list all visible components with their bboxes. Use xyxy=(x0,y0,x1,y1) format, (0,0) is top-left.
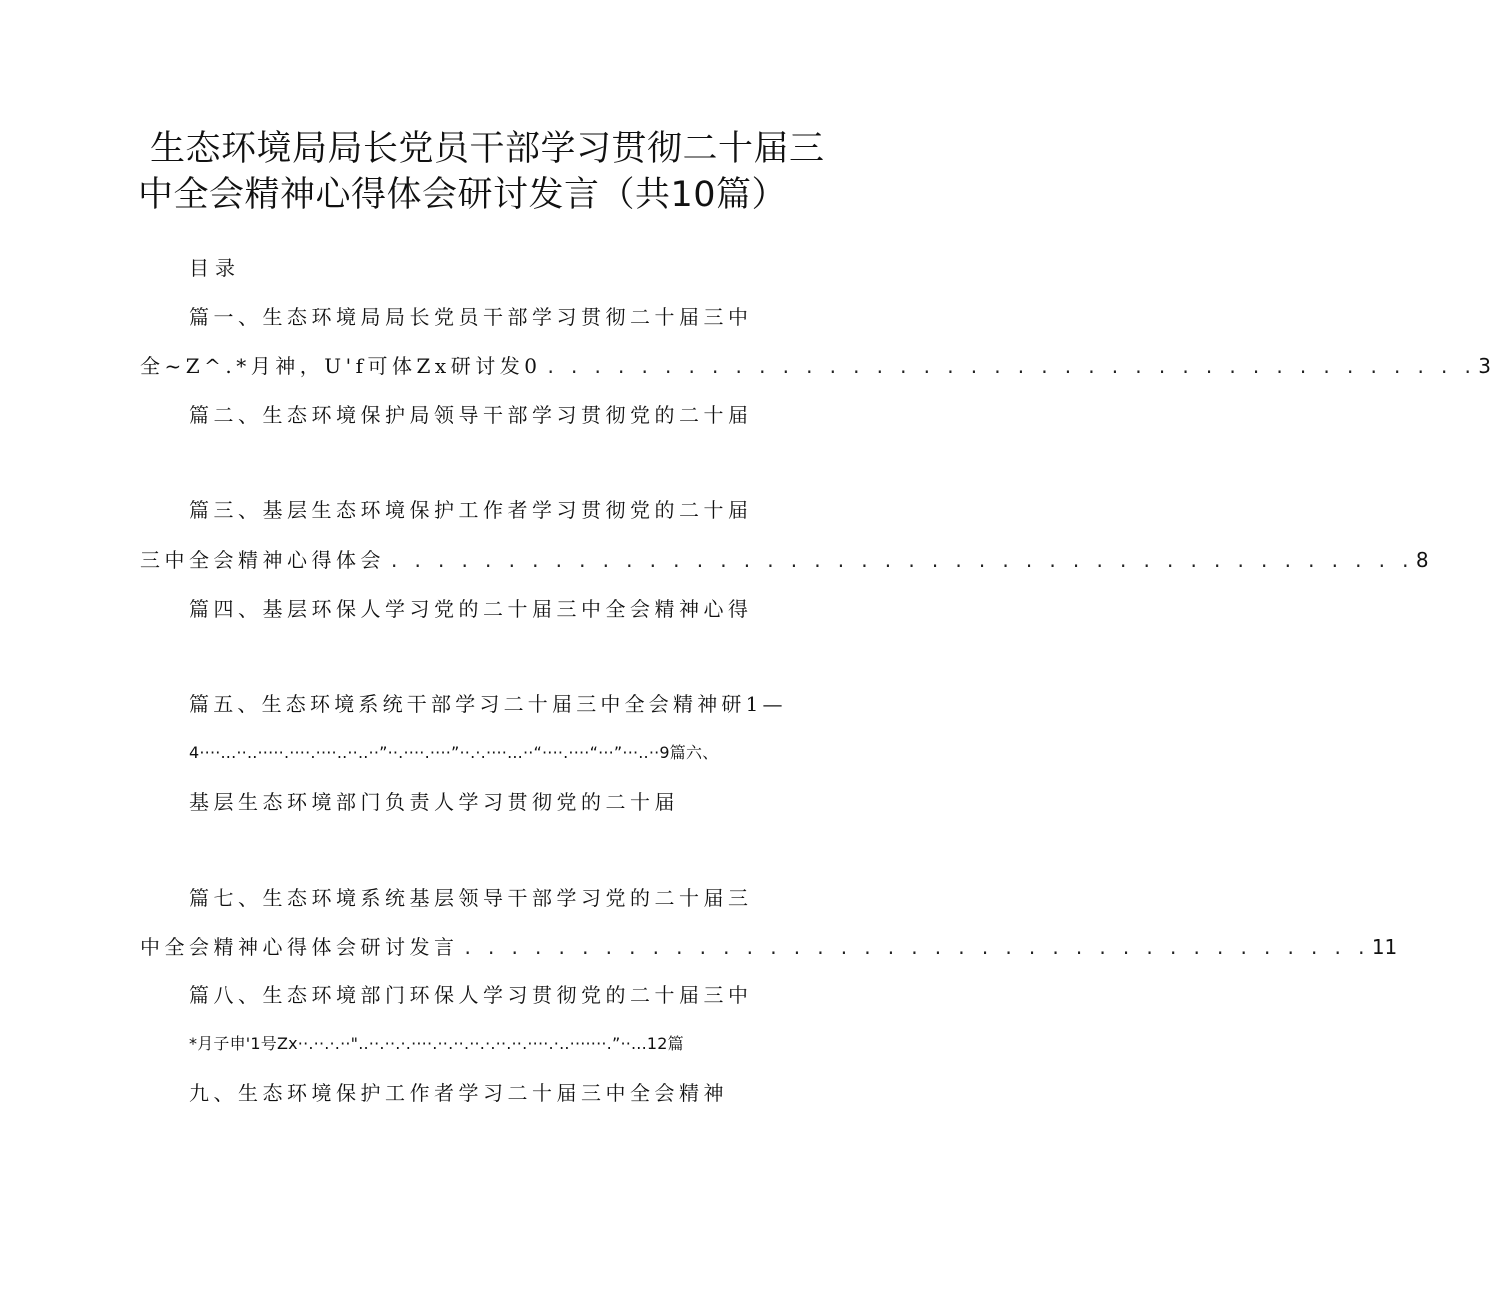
toc-entry-8-line-1: 篇八、生态环境部门环保人学习贯彻党的二十届三中 xyxy=(189,983,753,1007)
document-title xyxy=(138,126,825,218)
toc-entry-1-page: 3 xyxy=(1478,354,1491,378)
toc-entry-5-line-1: 篇五、生态环境系统干部学习二十届三中全会精神研1— xyxy=(189,692,787,716)
toc-entry-1-leader-dots: . . . . . . . . . . . . . . . . . . . . . . . . . . . . . . . . . . . . . . . . xyxy=(547,354,1477,378)
toc-entry-3-page: 8 xyxy=(1415,548,1429,572)
toc-entry-3-line-2[interactable] xyxy=(140,548,1429,572)
toc-entry-7-page: 11 xyxy=(1371,935,1398,959)
toc-entry-7-line-1: 篇七、生态环境系统基层领导干部学习党的二十届三 xyxy=(189,886,753,910)
toc-entry-3-line-1: 篇三、基层生态环境保护工作者学习贯彻党的二十届 xyxy=(189,498,753,522)
toc-entry-8-line-2[interactable]: *月子申'1号Zx··.··.·.··"..··.··.·.····.··.··.··.·.··.··.····.·..·······.”··...12篇 xyxy=(189,1034,684,1053)
toc-entry-7-title-tail: 中全会精神心得体会研讨发言 xyxy=(140,935,459,959)
title-line-2: 中全会精神心得体会研讨发言（共10篇） xyxy=(138,175,788,215)
toc-entry-1-line-2[interactable] xyxy=(140,354,1491,378)
toc-entry-3-title-tail: 三中全会精神心得体会 xyxy=(140,548,385,572)
toc-entry-4-line-1: 篇四、基层环保人学习党的二十届三中全会精神心得 xyxy=(189,597,753,621)
toc-entry-1-line-1: 篇一、生态环境局局长党员干部学习贯彻二十届三中 xyxy=(189,305,753,329)
toc-entry-1-title-tail: 全~Z^.*月神，U'f可体Zx研讨发0 xyxy=(140,354,542,378)
toc-entry-2-line-1: 篇二、生态环境保护局领导干部学习贯彻党的二十届 xyxy=(189,403,753,427)
toc-entry-7-leader-dots: . . . . . . . . . . . . . . . . . . . . . . . . . . . . . . . . . . . . . . . xyxy=(464,935,1370,959)
toc-heading: 目录 xyxy=(189,256,241,280)
toc-entry-6-line-1: 基层生态环境部门负责人学习贯彻党的二十届 xyxy=(189,790,679,814)
title-line-1: 生态环境局局长党员干部学习贯彻二十届三 xyxy=(150,129,825,169)
toc-entry-7-line-2[interactable] xyxy=(140,935,1398,959)
toc-entry-3-leader-dots: . . . . . . . . . . . . . . . . . . . . . . . . . . . . . . . . . . . . . . . . . . . . xyxy=(391,548,1414,572)
toc-entry-5-line-2[interactable]: 4····...··..·····.····.····..··..··”··.····.····”··.·.····...··“····.····“···”···..··9篇六、 xyxy=(189,743,719,762)
toc-entry-9-line-1: 九、生态环境保护工作者学习二十届三中全会精神 xyxy=(189,1081,728,1105)
